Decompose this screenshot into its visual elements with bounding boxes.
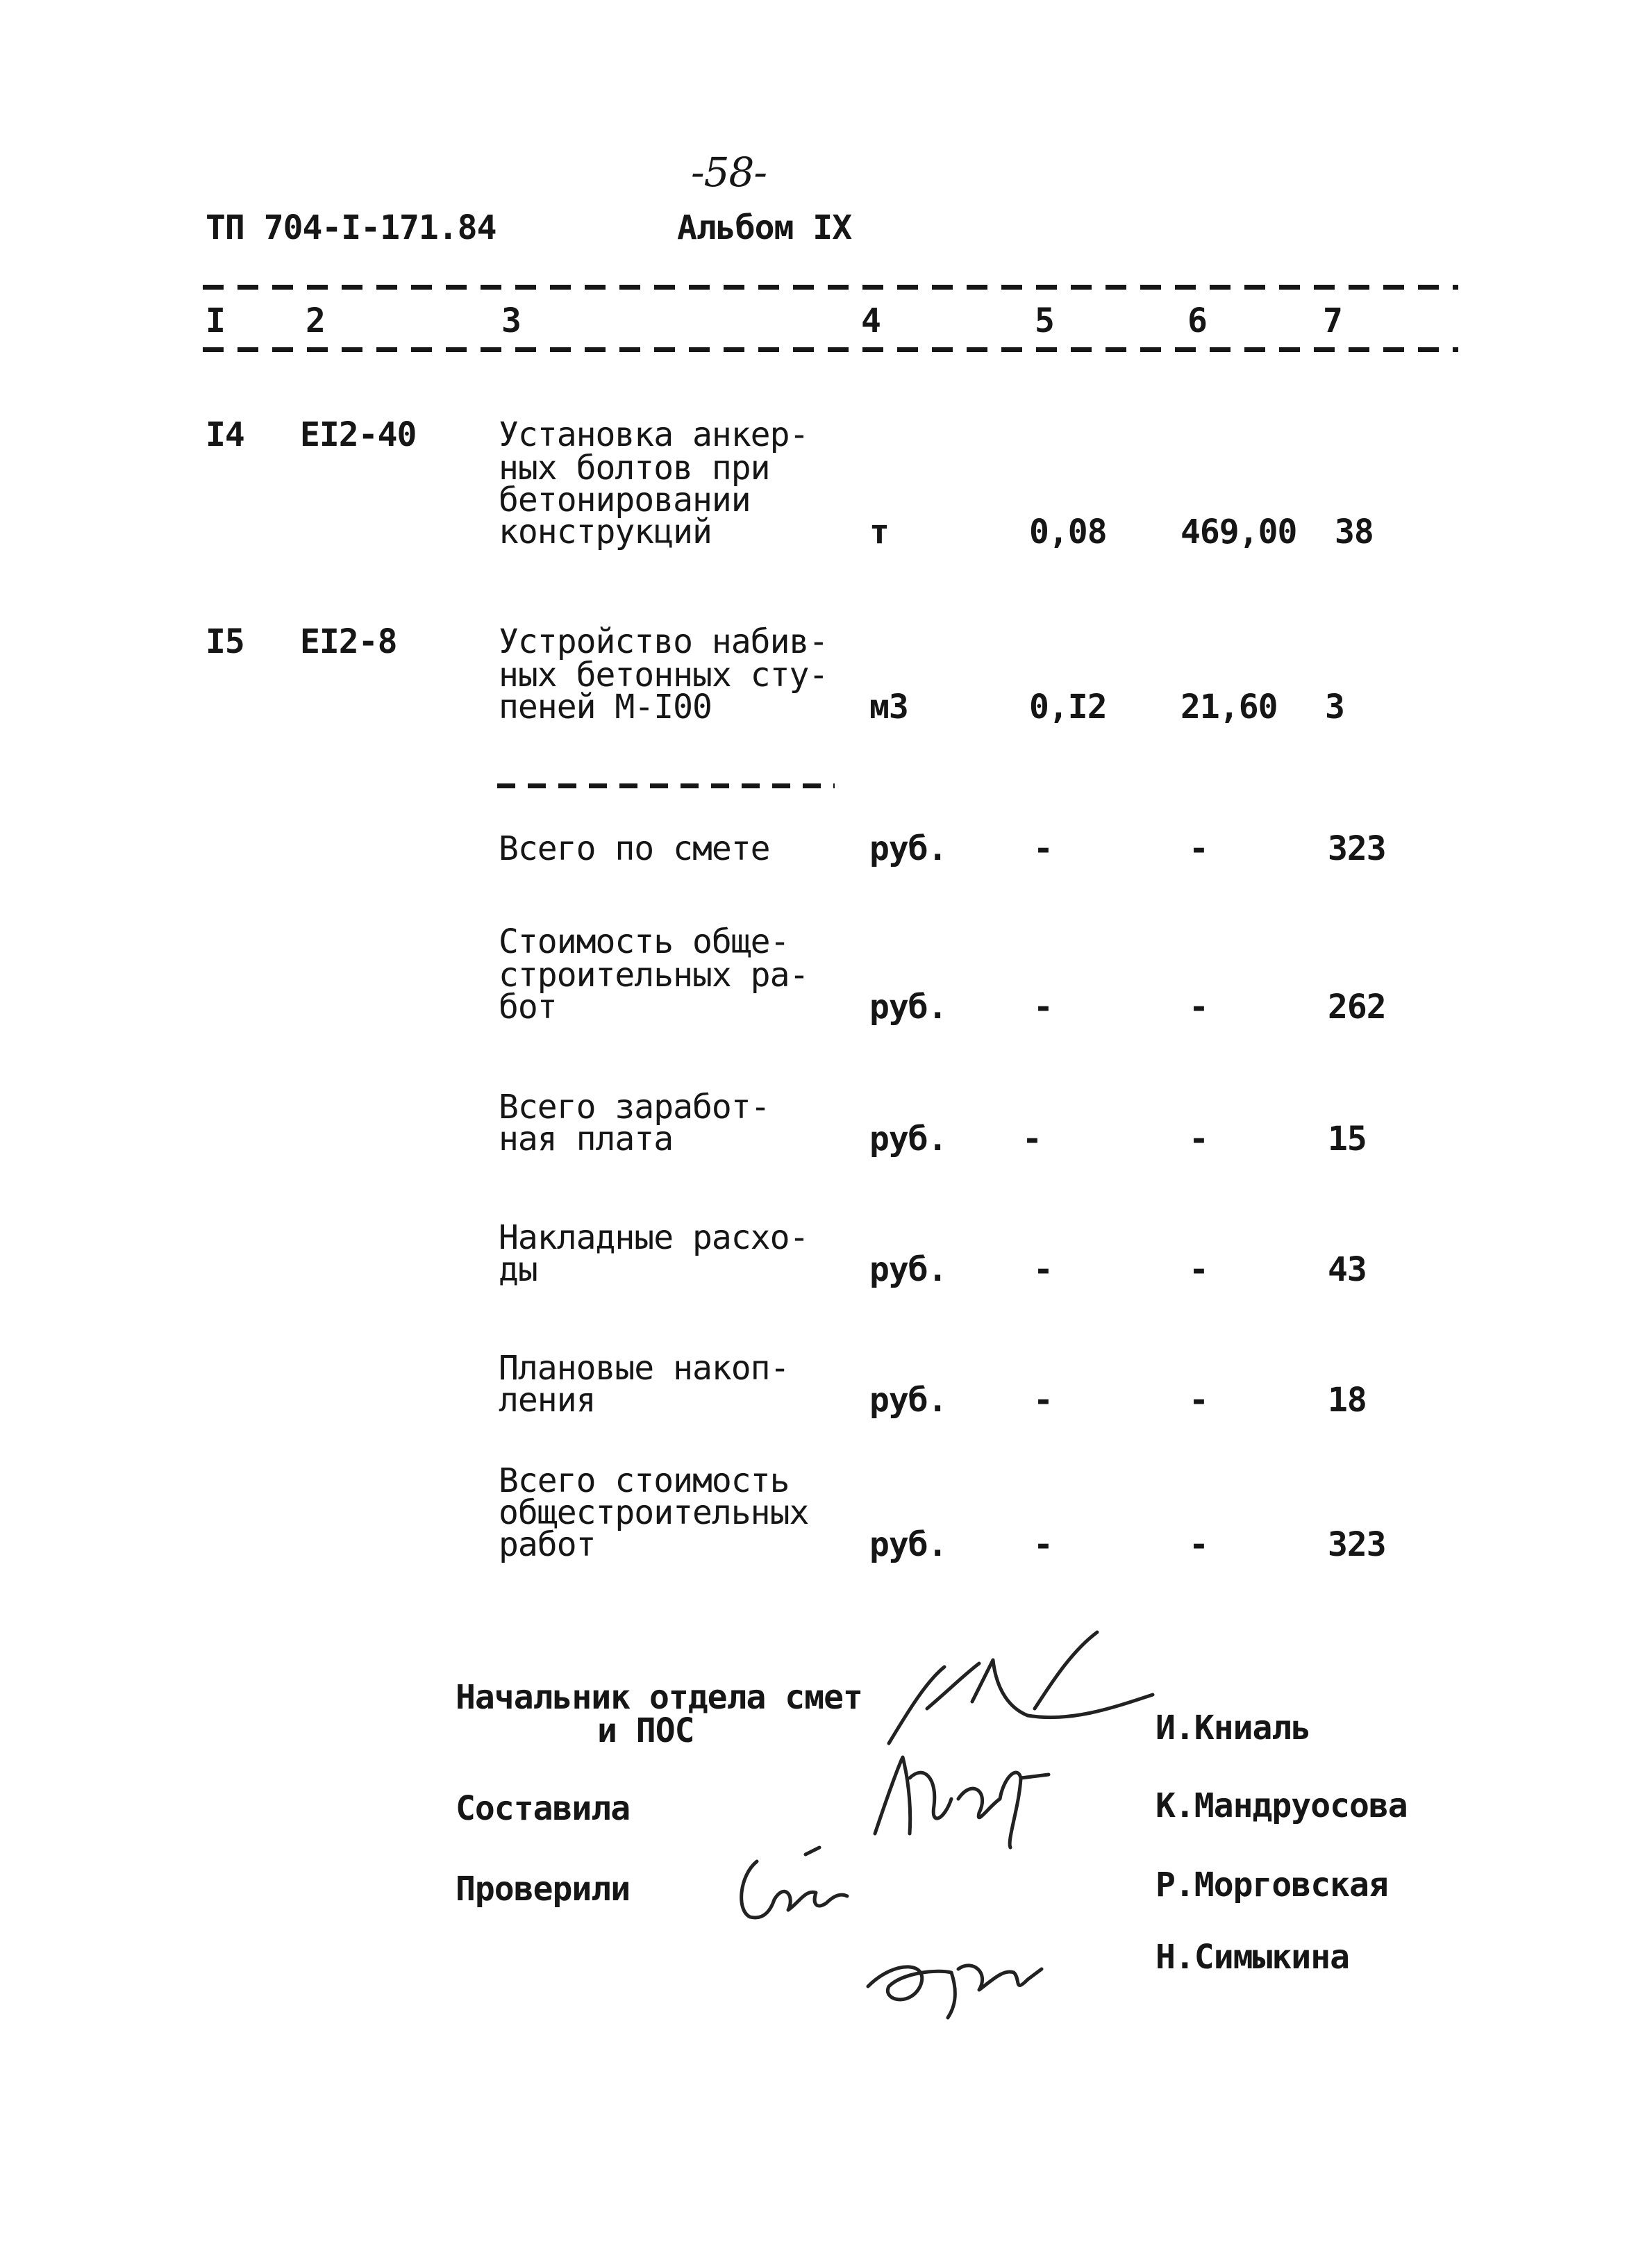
unit-price-cell: - (1189, 988, 1208, 1027)
norm-code: ЕI2-40 (300, 415, 417, 454)
header-bottom-rule (203, 347, 1458, 352)
signatory-name: К.Мандруосова (1155, 1786, 1408, 1825)
head-title-line: и ПОС (597, 1711, 694, 1750)
column-header-1: I (206, 301, 225, 340)
summary-name-line: ды (499, 1250, 537, 1289)
summary-name-line: работ (499, 1525, 596, 1564)
unit-cell: м3 (869, 688, 908, 726)
compiled-by-label: Составила (456, 1789, 631, 1828)
quantity-cell: - (1033, 1381, 1053, 1420)
summary-name-line: Всего по смете (499, 829, 770, 868)
work-name-line: ных болтов при (499, 449, 770, 488)
album-label: Альбом IX (677, 208, 852, 247)
unit-price-cell: - (1189, 1120, 1208, 1159)
summary-name-line: Стоимость обще- (499, 922, 790, 961)
row-number: I5 (206, 622, 244, 661)
signatory-name: И.Книаль (1155, 1709, 1311, 1747)
total-cell: 323 (1328, 1525, 1386, 1564)
unit-cell: руб. (869, 988, 947, 1027)
work-name-line: конструкций (499, 513, 712, 551)
summary-name-line: ления (499, 1381, 596, 1420)
quantity-cell: - (1033, 1525, 1053, 1564)
handwritten-signature-checked-2 (854, 1931, 1062, 2028)
unit-price-cell: 21,60 (1180, 688, 1278, 726)
unit-cell: руб. (869, 1381, 947, 1420)
unit-cell: руб. (869, 1120, 947, 1159)
quantity-cell: - (1033, 829, 1053, 868)
summary-name-line: строительных ра- (499, 956, 809, 995)
document-code: ТП 704-I-171.84 (206, 208, 497, 247)
quantity-cell: - (1033, 988, 1053, 1027)
column-header-7: 7 (1323, 301, 1342, 340)
signatory-name: Н.Симыкина (1155, 1938, 1349, 1977)
unit-cell: т (869, 513, 889, 551)
column-header-3: 3 (501, 301, 521, 340)
quantity-cell: - (1022, 1120, 1042, 1159)
quantity-cell: - (1033, 1250, 1053, 1289)
unit-price-cell: - (1189, 1381, 1208, 1420)
summary-name-line: общестроительных (499, 1493, 809, 1532)
handwritten-signature-checked-1 (729, 1834, 868, 1938)
column-header-2: 2 (306, 301, 325, 340)
unit-cell: руб. (869, 829, 947, 868)
total-cell: 323 (1328, 829, 1386, 868)
column-header-6: 6 (1187, 301, 1207, 340)
total-cell: 18 (1328, 1381, 1367, 1420)
column-header-4: 4 (861, 301, 881, 340)
unit-price-cell: - (1189, 1525, 1208, 1564)
total-cell: 43 (1328, 1250, 1367, 1289)
unit-cell: руб. (869, 1525, 947, 1564)
summary-name-line: Плановые накоп- (499, 1349, 790, 1388)
head-title-line: Начальник отдела смет (456, 1678, 862, 1717)
column-header-5: 5 (1035, 301, 1054, 340)
summary-separator (497, 783, 835, 788)
unit-price-cell: - (1189, 829, 1208, 868)
summary-name-line: Накладные расхо- (499, 1218, 809, 1257)
summary-name-line: бот (499, 988, 557, 1027)
work-name-line: пеней М-I00 (499, 688, 712, 726)
handwritten-signature-compiled (861, 1736, 1069, 1854)
unit-price-cell: 469,00 (1180, 513, 1297, 551)
total-cell: 262 (1328, 988, 1386, 1027)
signatory-name: Р.Морговская (1155, 1866, 1388, 1904)
header-top-rule (203, 285, 1458, 290)
work-name-line: Установка анкер- (499, 415, 809, 454)
quantity-cell: 0,08 (1029, 513, 1107, 551)
summary-name-line: Всего заработ- (499, 1088, 770, 1127)
unit-cell: руб. (869, 1250, 947, 1289)
quantity-cell: 0,I2 (1029, 688, 1107, 726)
norm-code: ЕI2-8 (300, 622, 397, 661)
total-cell: 38 (1335, 513, 1374, 551)
summary-name-line: Всего стоимость (499, 1461, 790, 1500)
work-name-line: Устройство набив- (499, 622, 828, 661)
checked-by-label: Проверили (456, 1870, 631, 1909)
summary-name-line: ная плата (499, 1120, 674, 1159)
page-number: -58- (691, 149, 767, 196)
work-name-line: бетонировании (499, 481, 751, 520)
unit-price-cell: - (1189, 1250, 1208, 1289)
total-cell: 15 (1328, 1120, 1367, 1159)
work-name-line: ных бетонных сту- (499, 656, 828, 695)
total-cell: 3 (1325, 688, 1344, 726)
row-number: I4 (206, 415, 244, 454)
